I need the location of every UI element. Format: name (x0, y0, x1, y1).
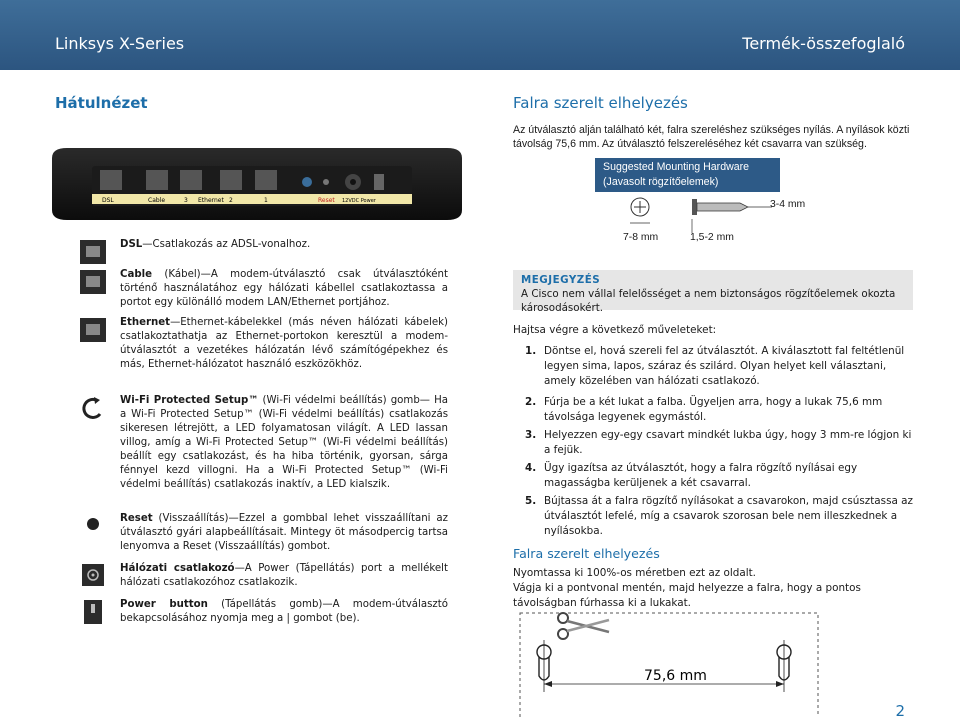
template-instruction-1: Nyomtassa ki 100%-os méretben ezt az oldalt. (513, 567, 756, 579)
dsl-text: DSL—Csatlakozás az ADSL-vonalhoz. (120, 239, 311, 250)
hardware-title: Suggested Mounting Hardware (603, 161, 750, 173)
router-label-reset: Reset (318, 197, 335, 204)
heading-rear-view: Hátulnézet (55, 94, 148, 112)
reset-text: Reset (Visszaállítás)—Ezzel a gombbal lehet visszaállítani az útválasztó gyári alapbeállításait. Mintegy öt másodpercig tartsa lenyomva a Reset (Visszaállítás) gombot. (120, 513, 448, 552)
hardware-subtitle: (Javasolt rögzítőelemek) (603, 176, 719, 188)
section-title: Termék-összefoglaló (742, 34, 905, 53)
page-number: 2 (895, 702, 905, 719)
cable-text: Cable (Kábel)—A modem-útválasztó csak útválasztóként történő használatához egy hálózati kábellel csatlakoztassa a portot egy különálló modem LAN/Ethernet portjához. (120, 269, 448, 308)
steps-intro: Hajtsa végre a következő műveleteket: (513, 324, 717, 336)
router-rear-image (52, 148, 462, 228)
power-button-text: Power button (Tápellátás gomb)—A modem-útválasztó bekapcsolásához nyomja meg a | gombot (be). (120, 599, 448, 624)
power-connector-icon (78, 562, 108, 592)
wps-text: Wi-Fi Protected Setup™ (Wi-Fi védelmi beállítás) gomb— Ha a Wi-Fi Protected Setup™ (Wi-Fi védelmi beállítás) csatlakozás sikeresen létrejött, a LED folyamatosan világít. A LED lassan villog, amíg a Wi-Fi Protected Setup™ (Wi-Fi védelmi beállítás) beállít egy csatlakozást, és ha hiba történik, gyorsan, sárga fénnyel kezd villogni. Ha a Wi-Fi Protected Setup™ (Wi-Fi védelmi beállítás) csatlakozás inaktív, a LED kialszik. (120, 395, 448, 490)
dim-screw-length: 3-4 mm (770, 199, 806, 210)
mounting-hardware-box (595, 158, 780, 192)
router-label-eth1: 1 (264, 197, 268, 204)
cable-port-icon (78, 268, 108, 298)
power-connector-text: Hálózati csatlakozó—A Power (Tápellátás) port a mellékelt hálózati csatlakozóhoz csatlakozik. (120, 563, 449, 588)
router-label-dsl: DSL (102, 197, 114, 204)
router-label-eth2: 2 (229, 197, 233, 204)
wall-mount-intro: Az útválasztó alján található két, falra szereléshez szükséges nyílás. A nyílások közti távolság 75,6 mm. Az útválasztó felszereléséhez két csavarra van szükség. (513, 124, 910, 150)
scissors-icon (558, 613, 609, 639)
heading-wall-mount: Falra szerelt elhelyezés (513, 94, 688, 112)
dsl-port-icon (78, 238, 108, 268)
series-title: Linksys X-Series (55, 34, 185, 53)
power-button-icon (78, 598, 108, 628)
template-heading: Falra szerelt elhelyezés (513, 546, 660, 561)
drilling-template (519, 612, 819, 717)
dim-head-diameter: 7-8 mm (623, 232, 659, 243)
template-measure: 75,6 mm (644, 668, 707, 684)
note-text: A Cisco nem vállal felelősséget a nem biztonságos rögzítőelemek okozta károsodásokért. (521, 288, 896, 314)
router-label-power: 12VDC Power (342, 198, 376, 204)
note-title: MEGJEGYZÉS (521, 274, 601, 286)
wps-icon (78, 394, 108, 424)
header-bar (0, 0, 960, 70)
ethernet-text: Ethernet—Ethernet-kábelekkel (más néven hálózati kábelek) csatlakoztathatja az Ethernet-portokon keresztül a modem-útválasztót a vezetékes hálózatán lévő számítógépekhez és más, Ethernet-hálózatot használó eszközökhöz. (120, 317, 448, 370)
template-instruction-2: Vágja ki a pontvonal mentén, majd helyezze a falra, hogy a pontos távolságban fúrhassa ki a lukakat. (513, 582, 861, 609)
dim-shank: 1,5-2 mm (690, 232, 734, 243)
router-label-ethernet: Ethernet (198, 197, 224, 204)
reset-button-icon (78, 512, 108, 542)
note-box (513, 270, 913, 314)
router-label-cable: Cable (148, 197, 166, 204)
ethernet-port-icon (78, 316, 108, 346)
router-label-eth3: 3 (184, 197, 188, 204)
